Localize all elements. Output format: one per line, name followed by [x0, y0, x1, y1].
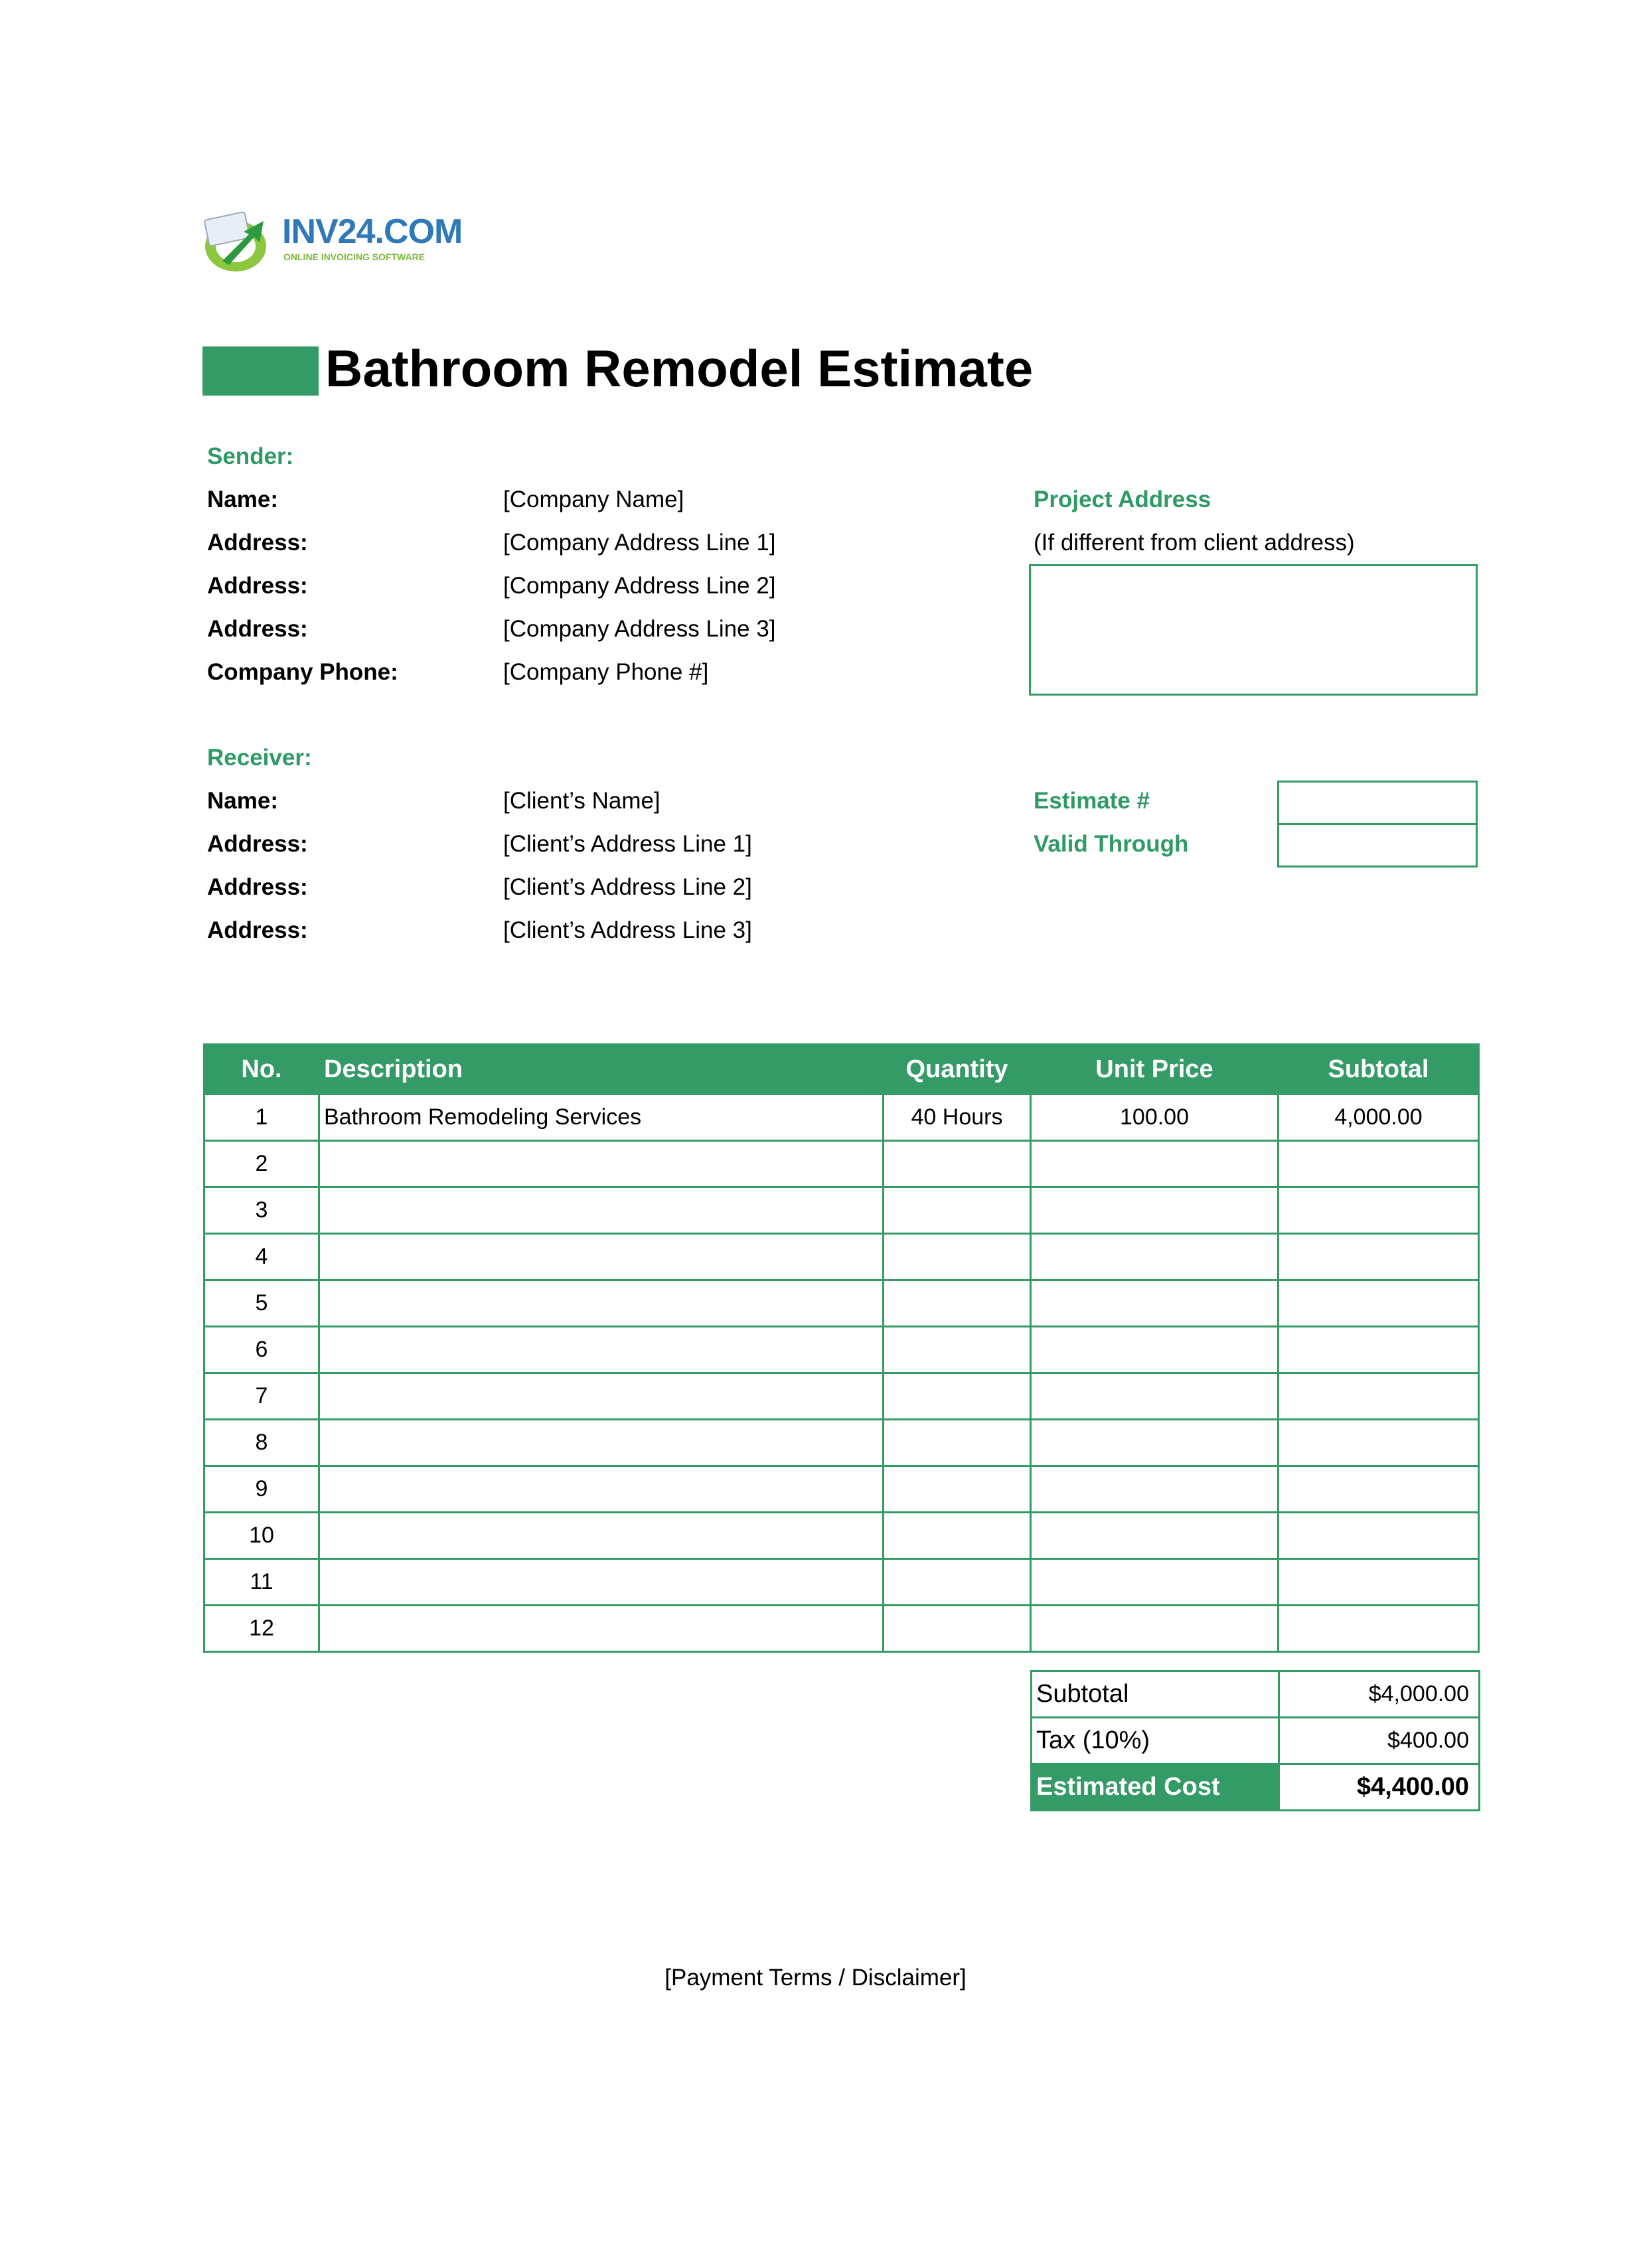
receiver-address-label: Address:	[207, 874, 308, 900]
col-header-subtotal: Subtotal	[1279, 1045, 1479, 1095]
row-unit-price[interactable]	[1031, 1466, 1279, 1513]
row-quantity[interactable]	[884, 1141, 1031, 1187]
project-address-note: (If different from client address)	[1034, 530, 1355, 556]
row-unit-price[interactable]	[1031, 1141, 1279, 1187]
row-description[interactable]	[319, 1373, 884, 1420]
row-subtotal	[1279, 1187, 1479, 1234]
row-unit-price[interactable]	[1031, 1559, 1279, 1606]
row-quantity[interactable]: 40 Hours	[884, 1095, 1031, 1141]
row-quantity[interactable]	[884, 1420, 1031, 1466]
project-address-heading: Project Address	[1034, 487, 1211, 512]
tax-row	[1032, 1718, 1480, 1764]
row-unit-price[interactable]	[1031, 1606, 1279, 1652]
receiver-heading: Receiver:	[207, 745, 312, 771]
row-description[interactable]: Bathroom Remodeling Services	[319, 1095, 884, 1141]
row-unit-price[interactable]	[1031, 1420, 1279, 1466]
row-quantity[interactable]	[884, 1234, 1031, 1280]
row-subtotal	[1279, 1420, 1479, 1466]
row-number: 10	[204, 1513, 319, 1559]
row-unit-price[interactable]	[1031, 1280, 1279, 1327]
page-title: Bathroom Remodel Estimate	[325, 339, 1034, 398]
row-quantity[interactable]	[884, 1327, 1031, 1373]
row-unit-price[interactable]	[1031, 1187, 1279, 1234]
row-subtotal	[1279, 1280, 1479, 1327]
row-number: 4	[204, 1234, 319, 1280]
line-items-table	[203, 1043, 1480, 1653]
title-accent-bar	[202, 346, 319, 396]
row-quantity[interactable]	[884, 1606, 1031, 1652]
table-row	[204, 1420, 1479, 1466]
row-quantity[interactable]	[884, 1559, 1031, 1606]
tax-value: $400.00	[1279, 1718, 1480, 1764]
col-header-quantity: Quantity	[884, 1045, 1031, 1095]
table-row	[204, 1234, 1479, 1280]
row-number: 2	[204, 1141, 319, 1187]
row-unit-price[interactable]	[1031, 1234, 1279, 1280]
col-header-description: Description	[319, 1045, 884, 1095]
table-row	[204, 1095, 1479, 1141]
row-unit-price[interactable]	[1031, 1513, 1279, 1559]
row-subtotal	[1279, 1327, 1479, 1373]
sender-address-label: Address:	[207, 616, 308, 642]
row-description[interactable]	[319, 1280, 884, 1327]
row-description[interactable]	[319, 1559, 884, 1606]
logo-mark-icon	[202, 208, 275, 274]
valid-through-label: Valid Through	[1034, 831, 1189, 857]
estimate-number-field[interactable]	[1277, 781, 1478, 825]
row-description[interactable]	[319, 1234, 884, 1280]
row-number: 7	[204, 1373, 319, 1420]
receiver-address-label: Address:	[207, 917, 308, 943]
row-number: 6	[204, 1327, 319, 1373]
row-subtotal	[1279, 1234, 1479, 1280]
receiver-address-value: [Client’s Address Line 2]	[503, 874, 752, 900]
table-row	[204, 1373, 1479, 1420]
receiver-name-value: [Client’s Name]	[503, 788, 660, 814]
row-subtotal	[1279, 1373, 1479, 1420]
table-row	[204, 1327, 1479, 1373]
row-number: 11	[204, 1559, 319, 1606]
sender-address-label: Address:	[207, 530, 308, 556]
row-description[interactable]	[319, 1327, 884, 1373]
logo-subtext: ONLINE INVOICING SOFTWARE	[283, 252, 426, 262]
table-row	[204, 1466, 1479, 1513]
receiver-address-value: [Client’s Address Line 3]	[503, 917, 752, 943]
table-row	[204, 1606, 1479, 1652]
row-subtotal: 4,000.00	[1279, 1095, 1479, 1141]
row-subtotal	[1279, 1606, 1479, 1652]
table-row	[204, 1141, 1479, 1187]
sender-address-value: [Company Address Line 2]	[503, 573, 776, 599]
row-number: 12	[204, 1606, 319, 1652]
row-number: 3	[204, 1187, 319, 1234]
row-subtotal	[1279, 1466, 1479, 1513]
row-quantity[interactable]	[884, 1466, 1031, 1513]
sender-phone-label: Company Phone:	[207, 659, 398, 685]
payment-terms-disclaimer: [Payment Terms / Disclaimer]	[664, 1965, 967, 1991]
row-unit-price[interactable]	[1031, 1327, 1279, 1373]
row-subtotal	[1279, 1513, 1479, 1559]
row-description[interactable]	[319, 1420, 884, 1466]
col-header-unit-price: Unit Price	[1031, 1045, 1279, 1095]
row-description[interactable]	[319, 1513, 884, 1559]
row-number: 8	[204, 1420, 319, 1466]
row-description[interactable]	[319, 1187, 884, 1234]
table-row	[204, 1280, 1479, 1327]
receiver-name-label: Name:	[207, 788, 278, 814]
row-description[interactable]	[319, 1606, 884, 1652]
row-subtotal	[1279, 1559, 1479, 1606]
row-quantity[interactable]	[884, 1280, 1031, 1327]
sender-heading: Sender:	[207, 443, 294, 469]
project-address-box[interactable]	[1029, 564, 1478, 696]
sender-phone-value: [Company Phone #]	[503, 659, 709, 685]
tax-label: Tax (10%)	[1032, 1718, 1279, 1764]
estimated-cost-label: Estimated Cost	[1032, 1764, 1279, 1811]
sender-address-value: [Company Address Line 1]	[503, 530, 776, 556]
company-logo	[202, 208, 463, 274]
row-number: 9	[204, 1466, 319, 1513]
row-quantity[interactable]	[884, 1513, 1031, 1559]
totals-table	[1030, 1670, 1480, 1811]
subtotal-value: $4,000.00	[1279, 1671, 1480, 1718]
sender-address-label: Address:	[207, 573, 308, 599]
table-row	[204, 1187, 1479, 1234]
row-description[interactable]	[319, 1141, 884, 1187]
row-number: 1	[204, 1095, 319, 1141]
table-header-row	[204, 1045, 1479, 1095]
estimate-number-label: Estimate #	[1034, 788, 1150, 814]
col-header-no: No.	[204, 1045, 319, 1095]
estimated-cost-row	[1032, 1764, 1480, 1811]
sender-name-value: [Company Name]	[503, 487, 684, 512]
subtotal-label: Subtotal	[1032, 1671, 1279, 1718]
table-row	[204, 1513, 1479, 1559]
row-description[interactable]	[319, 1466, 884, 1513]
row-number: 5	[204, 1280, 319, 1327]
sender-address-value: [Company Address Line 3]	[503, 616, 776, 642]
row-quantity[interactable]	[884, 1373, 1031, 1420]
table-row	[204, 1559, 1479, 1606]
valid-through-field[interactable]	[1277, 823, 1478, 868]
row-quantity[interactable]	[884, 1187, 1031, 1234]
sender-name-label: Name:	[207, 487, 278, 512]
receiver-address-label: Address:	[207, 831, 308, 857]
row-unit-price[interactable]	[1031, 1373, 1279, 1420]
subtotal-row	[1032, 1671, 1480, 1718]
estimated-cost-value: $4,400.00	[1279, 1764, 1480, 1811]
row-subtotal	[1279, 1141, 1479, 1187]
receiver-address-value: [Client’s Address Line 1]	[503, 831, 752, 857]
logo-text: INV24.COM	[282, 212, 463, 251]
row-unit-price[interactable]: 100.00	[1031, 1095, 1279, 1141]
